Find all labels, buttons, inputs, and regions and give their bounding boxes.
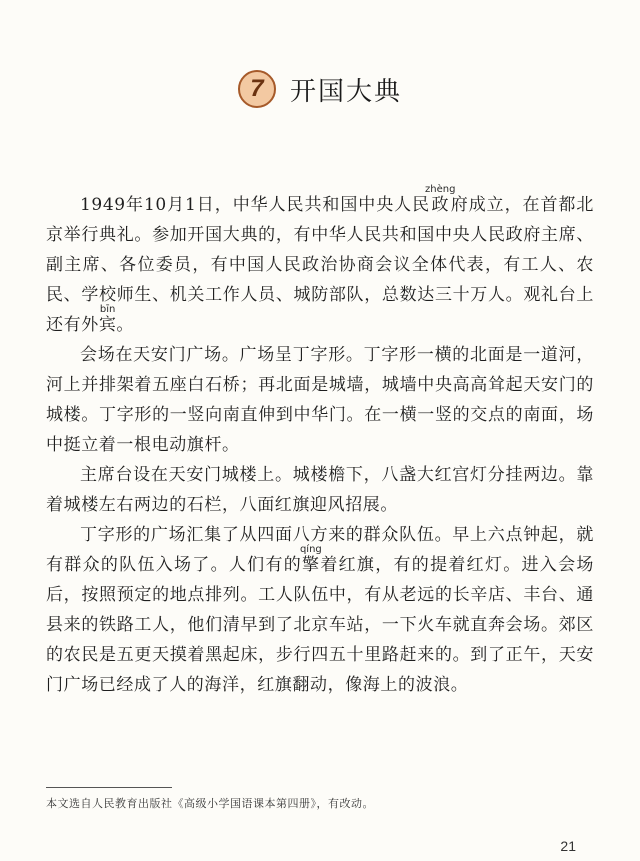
- ruby-base-zheng: 政: [425, 195, 456, 215]
- paragraph-3: 主席台设在天安门城楼上。城楼檐下，八盏大红宫灯分挂两边。靠着城楼左右两边的石栏，八面红旗迎风招展。: [46, 465, 594, 515]
- paragraph-1: [46, 184, 594, 340]
- lesson-header: [0, 66, 640, 112]
- source-footnote: 本文选自人民教育出版社《高级小学国语课本第四册》，有改动。: [46, 797, 374, 810]
- ruby-base-qing: 擎: [299, 555, 322, 575]
- lesson-number: 7: [250, 75, 264, 102]
- lesson-number-badge: [238, 70, 276, 108]
- pinyin-annotation-zheng: [425, 184, 456, 215]
- paragraph-1-part-2: 府成立，在首都北京举行典礼。参加开国大典的，有中华人民共和国中央人民政府主席、副主席、各位委员，有中国人民政治协商会议全体代表，有工人、农民、学校师生、机关工作人员、城防部队，总数达三十万人。观礼台上还有外: [46, 195, 594, 335]
- page-number: 21: [560, 838, 576, 854]
- ruby-text-zheng: zhèng: [425, 184, 456, 195]
- ruby-base-bin: 宾: [98, 315, 117, 335]
- paragraph-2: 会场在天安门广场。广场呈丁字形。丁字形一横的北面是一道河，河上并排架着五座白石桥；再北面是城墙，城墙中央高高耸起天安门的城楼。丁字形的一竖向南直伸到中华门。在一横一竖的交点的南面，场中挺立着一根电动旗杆。: [46, 345, 594, 455]
- paragraph-4-part-1: 丁字形的广场汇集了从四面八方来的群众队伍。早上六点钟起，就有群众的队伍入场了。人们有的: [46, 525, 594, 575]
- paragraph-1-part-1: 1949年10月1日，中华人民共和国中央人民: [80, 195, 431, 215]
- ruby-text-qing: qíng: [299, 544, 322, 555]
- lesson-title: 开国大典: [289, 76, 402, 107]
- pinyin-annotation-bin: [98, 304, 117, 335]
- lesson-body: [46, 184, 594, 700]
- paragraph-4-part-2: 着红旗，有的提着红灯。进入会场后，按照预定的地点排列。工人队伍中，有从老远的长辛店、丰台、通县来的铁路工人，他们清早到了北京车站，一下火车就直奔会场。郊区的农民是五更天摸着黑起床，步行四五十里路赶来的。到了正午，天安门广场已经成了人的海洋，红旗翻动，像海上的波浪。: [46, 555, 594, 695]
- footnote-divider: [46, 787, 172, 788]
- paragraph-4: [46, 520, 594, 700]
- ruby-text-bin: bīn: [98, 304, 117, 315]
- paragraph-1-part-3: 。: [116, 315, 135, 335]
- pinyin-annotation-qing: [299, 544, 322, 575]
